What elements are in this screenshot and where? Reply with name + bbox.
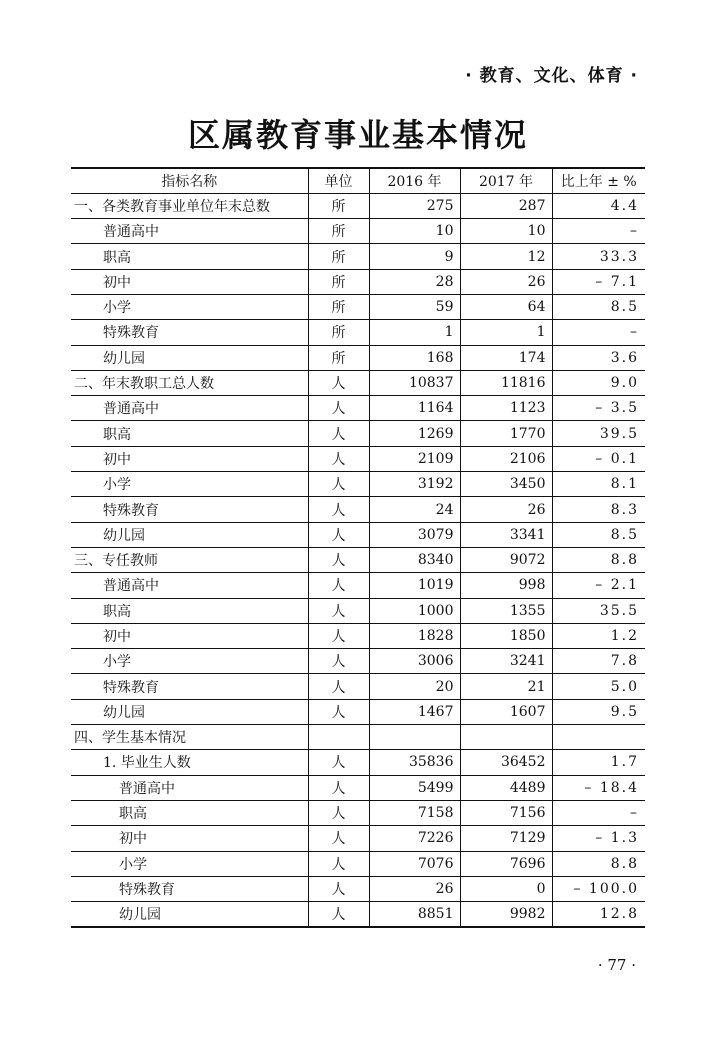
row-unit: 人 xyxy=(308,573,369,598)
row-name: 普通高中 xyxy=(71,219,308,244)
section-header: · 教育、文化、体育 · xyxy=(465,66,638,86)
row-value-2016: 26 xyxy=(369,876,460,901)
table-row xyxy=(71,446,645,471)
table-row xyxy=(71,269,645,294)
row-unit: 人 xyxy=(308,851,369,876)
row-value-2017: 7696 xyxy=(460,851,552,876)
table-row xyxy=(71,345,645,370)
row-unit: 人 xyxy=(308,370,369,395)
row-name: 普通高中 xyxy=(71,396,308,421)
row-value-2016: 1164 xyxy=(369,396,460,421)
row-value-2017: 0 xyxy=(460,876,552,901)
row-value-2017: 1123 xyxy=(460,396,552,421)
row-change-percent: – 2.1 xyxy=(552,573,645,598)
row-unit: 人 xyxy=(308,902,369,927)
table-row xyxy=(71,725,645,750)
row-name: 1. 毕业生人数 xyxy=(71,750,308,775)
row-unit: 人 xyxy=(308,800,369,825)
row-unit: 人 xyxy=(308,598,369,623)
row-value-2016: 35836 xyxy=(369,750,460,775)
row-name: 普通高中 xyxy=(71,775,308,800)
row-value-2016: 24 xyxy=(369,497,460,522)
row-change-percent: 39.5 xyxy=(552,421,645,446)
row-value-2016: 9 xyxy=(369,244,460,269)
table-row xyxy=(71,193,645,218)
row-value-2017: 1607 xyxy=(460,699,552,724)
page-number: · 77 · xyxy=(597,956,636,974)
row-name: 特殊教育 xyxy=(71,674,308,699)
row-name: 普通高中 xyxy=(71,573,308,598)
row-unit: 所 xyxy=(308,193,369,218)
column-header-unit: 单位 xyxy=(308,168,369,193)
row-value-2017: 7156 xyxy=(460,800,552,825)
row-value-2016: 1467 xyxy=(369,699,460,724)
row-change-percent xyxy=(552,725,645,750)
row-name: 小学 xyxy=(71,294,308,319)
table-row xyxy=(71,294,645,319)
row-value-2016: 59 xyxy=(369,294,460,319)
row-value-2016: 1000 xyxy=(369,598,460,623)
row-value-2016: 10 xyxy=(369,219,460,244)
table-row xyxy=(71,775,645,800)
row-value-2017: 64 xyxy=(460,294,552,319)
column-header-2016: 2016 年 xyxy=(369,168,460,193)
table-row xyxy=(71,876,645,901)
row-value-2016 xyxy=(369,725,460,750)
table-row xyxy=(71,547,645,572)
row-change-percent: 8.8 xyxy=(552,851,645,876)
table-row xyxy=(71,244,645,269)
row-change-percent: – 3.5 xyxy=(552,396,645,421)
row-name: 特殊教育 xyxy=(71,876,308,901)
column-header-change: 比上年 ± % xyxy=(552,168,645,193)
row-name: 四、学生基本情况 xyxy=(71,725,308,750)
table-row xyxy=(71,522,645,547)
row-unit: 所 xyxy=(308,219,369,244)
row-change-percent: 12.8 xyxy=(552,902,645,927)
table-row xyxy=(71,219,645,244)
row-value-2016: 8340 xyxy=(369,547,460,572)
row-value-2016: 1 xyxy=(369,320,460,345)
row-value-2017: 12 xyxy=(460,244,552,269)
page-title: 区属教育事业基本情况 xyxy=(187,116,528,154)
row-value-2017: 174 xyxy=(460,345,552,370)
row-value-2016: 5499 xyxy=(369,775,460,800)
row-value-2016: 2109 xyxy=(369,446,460,471)
row-value-2017: 3450 xyxy=(460,472,552,497)
row-value-2017: 36452 xyxy=(460,750,552,775)
row-change-percent: 1.7 xyxy=(552,750,645,775)
row-unit: 人 xyxy=(308,826,369,851)
row-change-percent: – xyxy=(552,219,645,244)
row-name: 初中 xyxy=(71,269,308,294)
row-unit: 人 xyxy=(308,472,369,497)
row-unit: 人 xyxy=(308,699,369,724)
row-value-2017: 7129 xyxy=(460,826,552,851)
row-unit: 人 xyxy=(308,623,369,648)
row-value-2017: 1 xyxy=(460,320,552,345)
table-row xyxy=(71,826,645,851)
row-change-percent: 4.4 xyxy=(552,193,645,218)
row-value-2016: 10837 xyxy=(369,370,460,395)
table-header-row xyxy=(71,168,645,193)
row-change-percent: 9.5 xyxy=(552,699,645,724)
row-change-percent: 1.2 xyxy=(552,623,645,648)
row-value-2017: 2106 xyxy=(460,446,552,471)
row-name: 幼儿园 xyxy=(71,699,308,724)
row-name: 职高 xyxy=(71,598,308,623)
row-change-percent: 8.1 xyxy=(552,472,645,497)
table-row xyxy=(71,674,645,699)
row-value-2017: 1850 xyxy=(460,623,552,648)
row-unit: 所 xyxy=(308,294,369,319)
column-header-indicator: 指标名称 xyxy=(71,168,308,193)
row-unit: 人 xyxy=(308,775,369,800)
row-name: 初中 xyxy=(71,826,308,851)
row-value-2016: 168 xyxy=(369,345,460,370)
row-value-2017: 4489 xyxy=(460,775,552,800)
row-value-2016: 7226 xyxy=(369,826,460,851)
row-value-2016: 28 xyxy=(369,269,460,294)
table-row xyxy=(71,320,645,345)
row-unit: 人 xyxy=(308,497,369,522)
row-unit: 人 xyxy=(308,396,369,421)
row-value-2017 xyxy=(460,725,552,750)
table-body xyxy=(71,193,645,927)
row-name: 初中 xyxy=(71,623,308,648)
row-name: 初中 xyxy=(71,446,308,471)
row-change-percent: 8.5 xyxy=(552,294,645,319)
table-row xyxy=(71,472,645,497)
statistics-table xyxy=(71,167,645,928)
row-unit: 人 xyxy=(308,876,369,901)
table-row xyxy=(71,497,645,522)
row-name: 三、专任教师 xyxy=(71,547,308,572)
row-value-2017: 3241 xyxy=(460,649,552,674)
row-name: 职高 xyxy=(71,800,308,825)
row-value-2017: 26 xyxy=(460,269,552,294)
row-value-2017: 3341 xyxy=(460,522,552,547)
row-change-percent: – xyxy=(552,320,645,345)
row-value-2016: 20 xyxy=(369,674,460,699)
row-unit: 所 xyxy=(308,345,369,370)
row-value-2017: 9982 xyxy=(460,902,552,927)
table-row xyxy=(71,750,645,775)
row-value-2016: 1828 xyxy=(369,623,460,648)
row-change-percent: 8.5 xyxy=(552,522,645,547)
row-value-2016: 1269 xyxy=(369,421,460,446)
row-unit: 人 xyxy=(308,674,369,699)
row-value-2017: 9072 xyxy=(460,547,552,572)
row-unit: 人 xyxy=(308,446,369,471)
row-value-2017: 26 xyxy=(460,497,552,522)
row-change-percent: 5.0 xyxy=(552,674,645,699)
row-name: 一、各类教育事业单位年末总数 xyxy=(71,193,308,218)
table-row xyxy=(71,623,645,648)
row-change-percent: 7.8 xyxy=(552,649,645,674)
row-unit: 所 xyxy=(308,320,369,345)
row-value-2017: 1770 xyxy=(460,421,552,446)
row-value-2017: 998 xyxy=(460,573,552,598)
table-row xyxy=(71,649,645,674)
table-row xyxy=(71,902,645,927)
row-unit xyxy=(308,725,369,750)
row-value-2016: 3006 xyxy=(369,649,460,674)
row-change-percent: 8.8 xyxy=(552,547,645,572)
row-name: 职高 xyxy=(71,244,308,269)
row-value-2016: 3192 xyxy=(369,472,460,497)
row-value-2016: 7158 xyxy=(369,800,460,825)
table-row xyxy=(71,699,645,724)
row-change-percent: 3.6 xyxy=(552,345,645,370)
row-change-percent: 35.5 xyxy=(552,598,645,623)
row-name: 特殊教育 xyxy=(71,320,308,345)
row-change-percent: – 18.4 xyxy=(552,775,645,800)
row-change-percent: – 1.3 xyxy=(552,826,645,851)
row-name: 特殊教育 xyxy=(71,497,308,522)
table-row xyxy=(71,851,645,876)
table-row xyxy=(71,370,645,395)
row-name: 小学 xyxy=(71,851,308,876)
row-unit: 所 xyxy=(308,244,369,269)
table-row xyxy=(71,573,645,598)
row-unit: 人 xyxy=(308,522,369,547)
row-value-2016: 3079 xyxy=(369,522,460,547)
row-value-2017: 287 xyxy=(460,193,552,218)
row-name: 小学 xyxy=(71,472,308,497)
row-name: 职高 xyxy=(71,421,308,446)
row-name: 小学 xyxy=(71,649,308,674)
row-value-2016: 275 xyxy=(369,193,460,218)
table-row xyxy=(71,421,645,446)
table-row xyxy=(71,396,645,421)
row-value-2017: 21 xyxy=(460,674,552,699)
row-name: 二、年末教职工总人数 xyxy=(71,370,308,395)
row-value-2017: 10 xyxy=(460,219,552,244)
row-change-percent: 9.0 xyxy=(552,370,645,395)
row-change-percent: – xyxy=(552,800,645,825)
row-unit: 人 xyxy=(308,649,369,674)
row-value-2017: 11816 xyxy=(460,370,552,395)
row-name: 幼儿园 xyxy=(71,522,308,547)
row-unit: 所 xyxy=(308,269,369,294)
column-header-2017: 2017 年 xyxy=(460,168,552,193)
row-change-percent: – 100.0 xyxy=(552,876,645,901)
row-change-percent: – 7.1 xyxy=(552,269,645,294)
row-value-2017: 1355 xyxy=(460,598,552,623)
row-change-percent: – 0.1 xyxy=(552,446,645,471)
row-name: 幼儿园 xyxy=(71,345,308,370)
table-row xyxy=(71,598,645,623)
row-unit: 人 xyxy=(308,750,369,775)
row-value-2016: 1019 xyxy=(369,573,460,598)
row-change-percent: 33.3 xyxy=(552,244,645,269)
row-change-percent: 8.3 xyxy=(552,497,645,522)
table-row xyxy=(71,800,645,825)
row-value-2016: 7076 xyxy=(369,851,460,876)
row-unit: 人 xyxy=(308,421,369,446)
row-name: 幼儿园 xyxy=(71,902,308,927)
row-value-2016: 8851 xyxy=(369,902,460,927)
row-unit: 人 xyxy=(308,547,369,572)
